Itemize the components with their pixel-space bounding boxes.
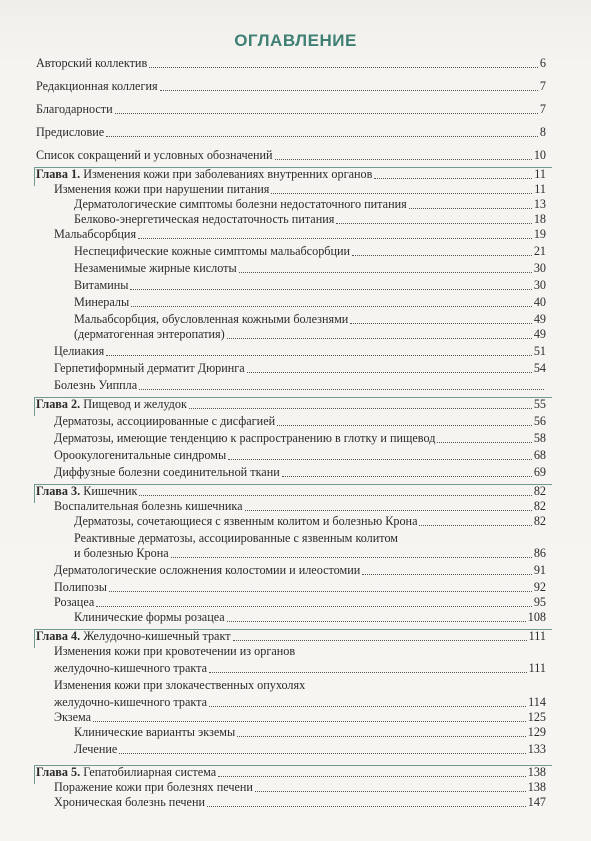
toc-entry[interactable]: [36, 580, 546, 595]
dot-leader: [352, 254, 532, 256]
dot-leader: [106, 354, 532, 356]
dot-leader: [171, 556, 532, 558]
dot-leader: [374, 177, 532, 179]
toc-page-number: 95: [533, 595, 546, 609]
toc-entry[interactable]: [36, 261, 546, 276]
chapter-number: Глава 5.: [36, 765, 81, 779]
toc-entry[interactable]: [36, 678, 546, 693]
dot-leader: [109, 590, 532, 592]
toc-entry-label: Белково-энергетическая недостаточность питания: [74, 212, 335, 226]
toc-page-number: 92: [533, 580, 546, 594]
dot-leader: [336, 222, 531, 224]
dot-leader: [350, 322, 532, 324]
toc-entry-label: желудочно-кишечного тракта: [54, 661, 207, 675]
toc-page-number: 69: [533, 465, 546, 479]
toc-entry-label: Клинические формы розацеа: [74, 610, 225, 624]
toc-entry[interactable]: [36, 448, 546, 463]
chapter-4: [36, 629, 546, 757]
toc-entry[interactable]: [36, 742, 546, 757]
chapter-2: [36, 397, 546, 480]
chapter-3: [36, 484, 546, 625]
toc-entry-label: Неспецифические кожные симптомы мальабсорбции: [74, 244, 351, 258]
toc-page-number: 49: [533, 312, 546, 326]
toc-entry-label: Воспалительная болезнь кишечника: [54, 499, 243, 513]
dot-leader: [106, 135, 538, 137]
chapter-5: [36, 765, 546, 810]
toc-entry[interactable]: [36, 780, 546, 795]
toc-entry[interactable]: [36, 327, 546, 342]
toc-entry-label: Дерматозы, ассоциированные с дисфагией: [54, 414, 276, 428]
toc-entry[interactable]: [36, 295, 546, 310]
chapter-1: [36, 167, 546, 393]
dot-leader: [245, 509, 532, 511]
toc-page-number: 114: [528, 695, 546, 709]
dot-leader: [271, 192, 532, 194]
dot-leader: [209, 671, 527, 673]
toc-entry-label: Лечение: [74, 742, 118, 756]
toc-page-number: 8: [539, 125, 546, 139]
toc-entry-label: и болезнью Крона: [74, 546, 169, 560]
toc-entry-label: Список сокращений и условных обозначений: [36, 148, 273, 162]
dot-leader: [96, 605, 532, 607]
chapter-heading[interactable]: [36, 167, 546, 182]
chapter-heading[interactable]: [36, 484, 546, 499]
toc-entry-label: Экзема: [54, 710, 92, 724]
toc-entry-label: Герпетиформный дерматит Дюринга: [54, 361, 245, 375]
toc-entry[interactable]: [36, 148, 546, 163]
toc-entry-label: Незаменимые жирные кислоты: [74, 261, 237, 275]
toc-entry-label: Реактивные дерматозы, ассоциированные с язвенным колитом: [74, 531, 399, 545]
toc-entry-label: Хроническая болезнь печени: [54, 795, 206, 809]
table-of-contents: [36, 56, 546, 810]
toc-page-number: 55: [533, 397, 546, 411]
chapter-title: Гепатобилиарная система: [83, 765, 217, 779]
toc-page-number: 138: [527, 780, 546, 794]
toc-page-number: 82: [533, 484, 546, 498]
dot-leader: [207, 805, 526, 807]
toc-entry-label: Авторский коллектив: [36, 56, 148, 70]
toc-page-number: 58: [533, 431, 546, 445]
toc-page-number: 108: [527, 610, 546, 624]
toc-entry[interactable]: [36, 414, 546, 429]
toc-entry[interactable]: [36, 644, 546, 659]
dot-leader: [239, 271, 532, 273]
toc-entry-label: (дерматогенная энтеропатия): [74, 327, 225, 341]
toc-page-number: 18: [533, 212, 546, 226]
toc-entry[interactable]: [36, 312, 546, 327]
chapter-heading[interactable]: [36, 629, 546, 644]
dot-leader: [362, 573, 532, 575]
toc-page-number: 7: [539, 102, 546, 116]
toc-page-number: 86: [533, 546, 546, 560]
toc-entry[interactable]: [36, 725, 546, 740]
dot-leader: [131, 305, 532, 307]
chapter-heading[interactable]: [36, 397, 546, 412]
toc-entry-label: Полипозы: [54, 580, 107, 594]
toc-entry[interactable]: [36, 531, 546, 546]
toc-page-number: 49: [533, 327, 546, 341]
toc-entry-label: Болезнь Уиппла: [54, 378, 138, 392]
toc-entry[interactable]: [36, 361, 546, 376]
dot-leader: [93, 720, 526, 722]
toc-entry-label: Изменения кожи при злокачественных опухолях: [54, 678, 306, 692]
toc-entry-label: Предисловие: [36, 125, 105, 139]
toc-page-number: 56: [533, 414, 546, 428]
toc-page-number: 82: [533, 514, 546, 528]
toc-entry-label: Изменения кожи при нарушении питания: [54, 182, 270, 196]
dot-leader: [139, 388, 544, 390]
dot-leader: [419, 524, 531, 526]
toc-entry[interactable]: [36, 499, 546, 514]
dot-leader: [138, 237, 532, 239]
toc-entry[interactable]: [36, 546, 546, 561]
page-title: ОГЛАВЛЕНИЕ: [234, 31, 357, 50]
dot-leader: [119, 752, 525, 754]
toc-page-number: 82: [533, 499, 546, 513]
dot-leader: [115, 112, 538, 114]
toc-entry-label: Розацеа: [54, 595, 95, 609]
toc-page-number: 7: [539, 79, 546, 93]
toc-entry[interactable]: [36, 344, 546, 359]
toc-page-number: 133: [527, 742, 546, 756]
chapter-number: Глава 2.: [36, 397, 81, 411]
toc-entry-label: Диффузные болезни соединительной ткани: [54, 465, 280, 479]
toc-page-number: 30: [533, 261, 546, 275]
dot-leader: [233, 639, 527, 641]
dot-leader: [227, 620, 526, 622]
toc-entry-label: Редакционная коллегия: [36, 79, 158, 93]
toc-page-number: 54: [533, 361, 546, 375]
dot-leader: [437, 441, 531, 443]
toc-entry[interactable]: [36, 514, 546, 529]
chapter-number: Глава 4.: [36, 629, 81, 643]
toc-entry[interactable]: [36, 610, 546, 625]
toc-entry-label: Мальабсорбция: [54, 227, 137, 241]
toc-entry-label: Клинические варианты экземы: [74, 725, 236, 739]
chapter-title: Желудочно-кишечный тракт: [83, 629, 231, 643]
toc-entry-label: Благодарности: [36, 102, 113, 116]
toc-entry[interactable]: [36, 244, 546, 259]
toc-entry[interactable]: [36, 695, 546, 710]
dot-leader: [209, 705, 526, 707]
chapter-heading[interactable]: [36, 765, 546, 780]
chapter-title: Кишечник: [83, 484, 138, 498]
toc-page-number: 111: [528, 661, 546, 675]
dot-leader: [218, 775, 526, 777]
dot-leader: [247, 371, 532, 373]
toc-entry[interactable]: [36, 79, 546, 94]
toc-entry[interactable]: [36, 227, 546, 242]
toc-entry-label: Изменения кожи при кровотечении из органов: [54, 644, 296, 658]
toc-page-number: 21: [533, 244, 546, 258]
toc-page-number: 11: [534, 167, 546, 181]
toc-page-number: 40: [533, 295, 546, 309]
toc-entry-label: Поражение кожи при болезнях печени: [54, 780, 253, 794]
dot-leader: [149, 66, 538, 68]
toc-entry-label: желудочно-кишечного тракта: [54, 695, 207, 709]
toc-entry[interactable]: [36, 563, 546, 578]
toc-entry[interactable]: [36, 197, 546, 212]
dot-leader: [277, 424, 532, 426]
dot-leader: [189, 407, 532, 409]
toc-page-number: 138: [527, 765, 546, 779]
toc-entry[interactable]: [36, 661, 546, 676]
toc-entry[interactable]: [36, 56, 546, 71]
dot-leader: [139, 494, 531, 496]
toc-entry[interactable]: [36, 278, 546, 293]
toc-entry-label: Дерматологические симптомы болезни недостаточного питания: [74, 197, 407, 211]
toc-entry-label: Ороокулогенитальные синдромы: [54, 448, 227, 462]
dot-leader: [160, 89, 538, 91]
toc-entry-label: Дерматозы, имеющие тенденцию к распространению в глотку и пищевод: [54, 431, 436, 445]
toc-entry-label: Минералы: [74, 295, 130, 309]
dot-leader: [237, 735, 526, 737]
dot-leader: [282, 475, 532, 477]
toc-entry[interactable]: [36, 595, 546, 610]
toc-entry[interactable]: [36, 212, 546, 227]
toc-entry[interactable]: [36, 378, 546, 393]
toc-entry-label: Дерматологические осложнения колостомии и илеостомии: [54, 563, 361, 577]
dot-leader: [130, 288, 531, 290]
dot-leader: [275, 158, 532, 160]
toc-entry-label: Целиакия: [54, 344, 105, 358]
toc-page-number: 6: [539, 56, 546, 70]
toc-page-number: 91: [533, 563, 546, 577]
toc-page-number: 68: [533, 448, 546, 462]
toc-page-number: 111: [528, 629, 546, 643]
chapter-number: Глава 1.: [36, 167, 81, 181]
dot-leader: [409, 207, 532, 209]
toc-page-number: 51: [533, 344, 546, 358]
chapter-title: Пищевод и желудок: [83, 397, 187, 411]
toc-page-number: 19: [533, 227, 546, 241]
toc-page-number: 147: [527, 795, 546, 809]
dot-leader: [228, 458, 532, 460]
toc-entry[interactable]: [36, 102, 546, 117]
toc-entry-label: Витамины: [74, 278, 129, 292]
toc-entry[interactable]: [36, 795, 546, 810]
toc-page-number: 10: [533, 148, 546, 162]
toc-entry[interactable]: [36, 465, 546, 480]
chapter-number: Глава 3.: [36, 484, 81, 498]
dot-leader: [227, 337, 532, 339]
dot-leader: [255, 790, 526, 792]
toc-entry-label: Мальабсорбция, обусловленная кожными болезнями: [74, 312, 349, 326]
toc-entry[interactable]: [36, 125, 546, 140]
chapter-title: Изменения кожи при заболеваниях внутренних органов: [83, 167, 373, 181]
toc-page-number: 11: [534, 182, 546, 196]
toc-page-number: 30: [533, 278, 546, 292]
toc-entry[interactable]: [36, 182, 546, 197]
toc-entry[interactable]: [36, 710, 546, 725]
toc-entry-label: Дерматозы, сочетающиеся с язвенным колитом и болезнью Крона: [74, 514, 418, 528]
toc-page-number: 129: [527, 725, 546, 739]
toc-entry[interactable]: [36, 431, 546, 446]
toc-page-number: 13: [533, 197, 546, 211]
toc-page-number: 125: [527, 710, 546, 724]
